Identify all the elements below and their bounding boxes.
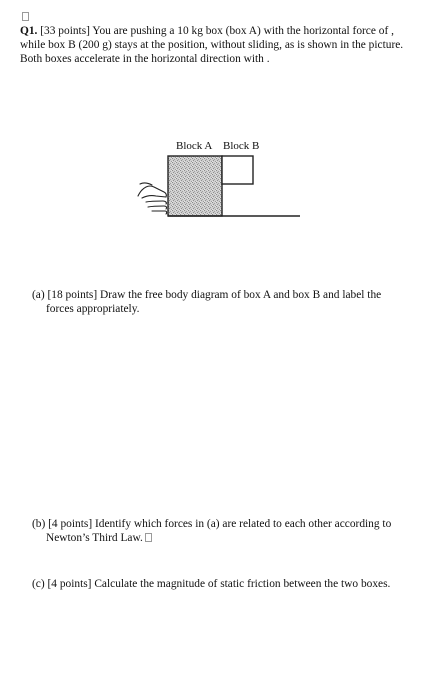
- question-text: [33 points] You are pushing a 10 kg box (box A) with the horizontal force of , while box B (200 g) stays at the position, without sliding, as is shown in the picture. Both boxes accelerate in the horizontal direction with .: [20, 25, 404, 66]
- block-a-label: Block A: [176, 140, 213, 152]
- part-c: [32, 577, 404, 591]
- block-b-label: Block B: [223, 140, 260, 152]
- blocks-figure: [136, 138, 306, 220]
- question-number: Q1.: [20, 25, 38, 37]
- question-1: [20, 24, 412, 67]
- missing-glyph-icon: [22, 12, 29, 21]
- part-a: [32, 288, 404, 316]
- blocks-diagram: [136, 138, 306, 220]
- hand-icon: [138, 183, 167, 214]
- part-b-text: (b) [4 points] Identify which forces in (a) are related to each other according to Newton’s Third Law.: [32, 518, 392, 545]
- missing-glyph-icon: [145, 533, 152, 542]
- part-a-text: (a) [18 points] Draw the free body diagram of box A and box B and label the forces appropriately.: [32, 289, 382, 316]
- part-b: [32, 517, 404, 545]
- part-c-text: (c) [4 points] Calculate the magnitude of static friction between the two boxes.: [32, 578, 391, 590]
- block-a: [168, 156, 222, 216]
- block-b: [222, 156, 253, 184]
